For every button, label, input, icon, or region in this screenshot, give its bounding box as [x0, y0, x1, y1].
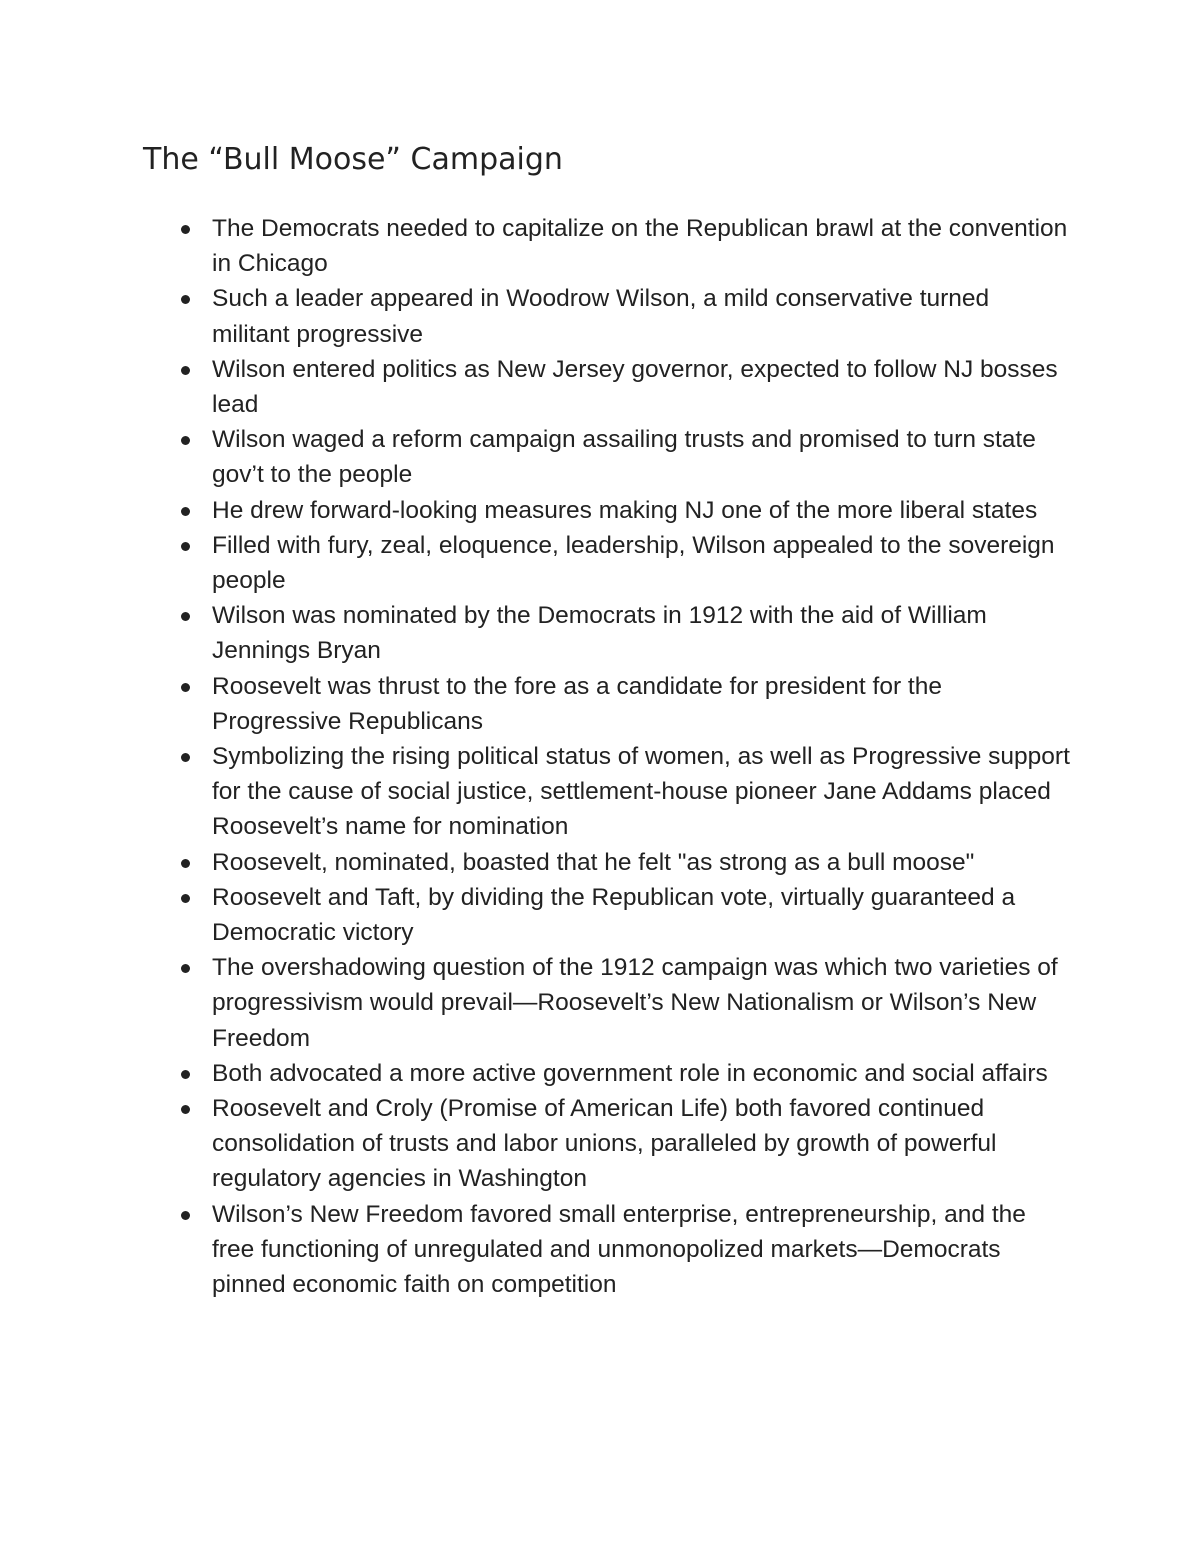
bullet-text: Symbolizing the rising political status of women, as well as Progressive support for the cause of social justice, settlement-house pioneer Jane Addams placed Roosevelt’s name for nomination	[212, 743, 1070, 841]
bullet-dot-icon	[181, 295, 190, 304]
bullet-text: The overshadowing question of the 1912 campaign was which two varieties of progressivism would prevail—Roosevelt’s New Nationalism or Wilson’s New Freedom	[212, 954, 1058, 1052]
bullet-text: Both advocated a more active government role in economic and social affairs	[212, 1059, 1048, 1087]
bullet-dot-icon	[181, 859, 190, 868]
page-title: The “Bull Moose” Campaign	[143, 142, 563, 177]
bullet-dot-icon	[181, 753, 190, 762]
list-item	[212, 950, 1072, 1056]
bullet-dot-icon	[181, 366, 190, 375]
list-item	[212, 598, 1072, 668]
bullet-dot-icon	[181, 507, 190, 516]
bullet-dot-icon	[181, 894, 190, 903]
list-item	[212, 1056, 1072, 1091]
bullet-text: He drew forward-looking measures making NJ one of the more liberal states	[212, 496, 1038, 524]
bullet-text: Roosevelt was thrust to the fore as a candidate for president for the Progressive Republicans	[212, 672, 942, 735]
bullet-dot-icon	[181, 1211, 190, 1220]
list-item	[212, 669, 1072, 739]
bullet-dot-icon	[181, 436, 190, 445]
bullet-dot-icon	[181, 683, 190, 692]
list-item	[212, 493, 1072, 528]
list-item	[212, 1091, 1072, 1197]
bullet-text: Wilson waged a reform campaign assailing trusts and promised to turn state gov’t to the people	[212, 426, 1036, 489]
bullet-text: Wilson entered politics as New Jersey governor, expected to follow NJ bosses lead	[212, 355, 1058, 419]
list-item	[212, 281, 1072, 351]
bullet-text: Filled with fury, zeal, eloquence, leadership, Wilson appealed to the sovereign people	[212, 531, 1055, 595]
bullet-text: Roosevelt and Taft, by dividing the Republican vote, virtually guaranteed a Democratic victory	[212, 883, 1016, 947]
list-item	[212, 352, 1072, 422]
bullet-dot-icon	[181, 225, 190, 234]
list-item	[212, 739, 1072, 845]
bullet-list	[212, 211, 1072, 1302]
list-item	[212, 880, 1072, 950]
list-item	[212, 528, 1072, 598]
bullet-text: Such a leader appeared in Woodrow Wilson, a mild conservative turned militant progressive	[212, 285, 990, 348]
bullet-dot-icon	[181, 542, 190, 551]
bullet-dot-icon	[181, 1070, 190, 1079]
bullet-text: Wilson’s New Freedom favored small enterprise, entrepreneurship, and the free functioning of unregulated and unmonopolized markets—Democrats pinned economic faith on competition	[212, 1200, 1026, 1299]
bullet-text: Roosevelt and Croly (Promise of American Life) both favored continued consolidation of trusts and labor unions, paralleled by growth of powerful regulatory agencies in Washington	[212, 1095, 997, 1193]
list-item	[212, 845, 1072, 880]
bullet-text: Wilson was nominated by the Democrats in 1912 with the aid of William Jennings Bryan	[212, 602, 987, 665]
list-item	[212, 211, 1072, 281]
list-item	[212, 1197, 1072, 1303]
list-item	[212, 422, 1072, 492]
bullet-text: Roosevelt, nominated, boasted that he felt "as strong as a bull moose"	[212, 848, 975, 876]
bullet-dot-icon	[181, 612, 190, 621]
bullet-text: The Democrats needed to capitalize on the Republican brawl at the convention in Chicago	[212, 215, 1068, 278]
bullet-dot-icon	[181, 1105, 190, 1114]
bullet-dot-icon	[181, 964, 190, 973]
